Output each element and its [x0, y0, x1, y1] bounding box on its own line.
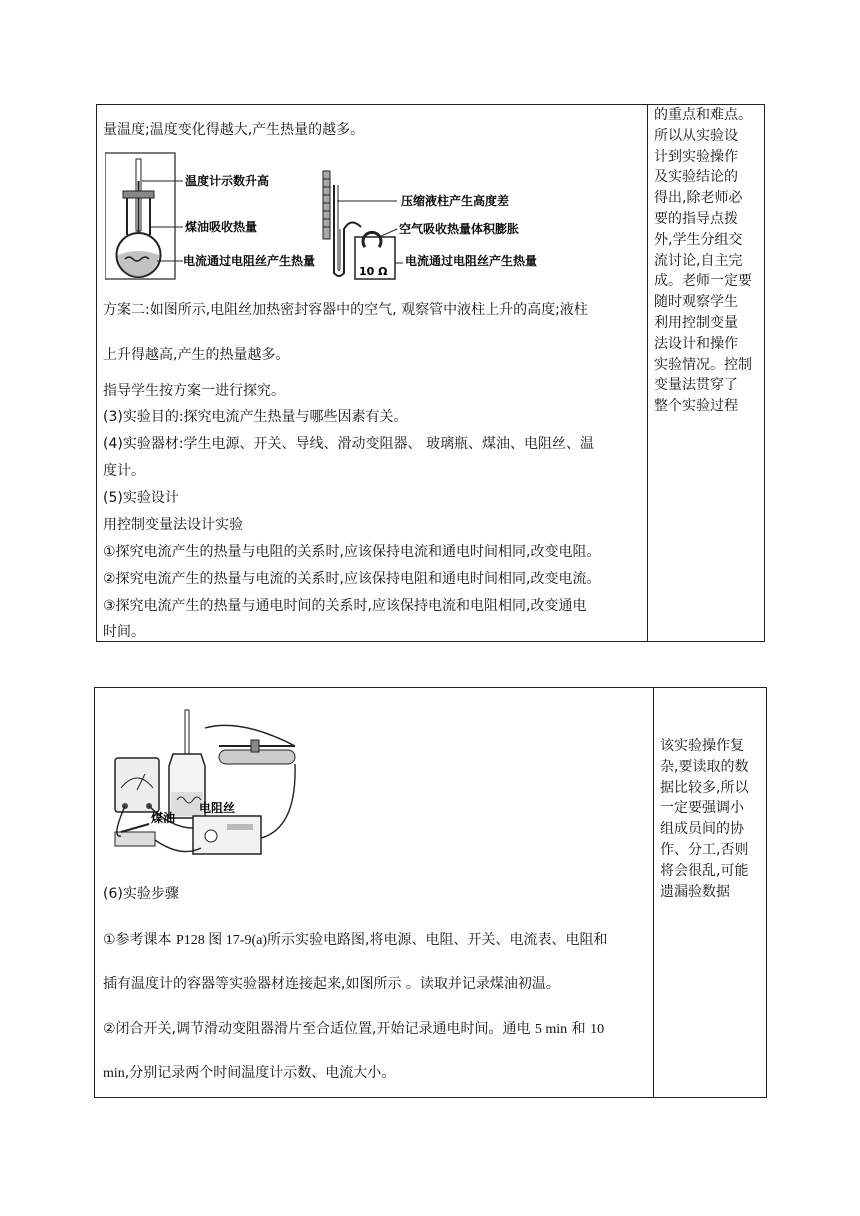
switch-icon [115, 832, 155, 846]
side-note-line: 实验情况。控制 [654, 356, 752, 373]
label-height: 压缩液柱产生高度差 [401, 194, 510, 208]
label-wire-left: 电流通过电阻丝产生热量 [183, 254, 316, 268]
side-note-line: 遗漏验数据 [660, 883, 730, 900]
side-note-line: 变量法贯穿了 [654, 377, 738, 394]
side-note-line: 随时观察学生 [654, 294, 738, 311]
label-resistor: 10 Ω [359, 265, 388, 278]
text-line: ①探究电流产生的热量与电阻的关系时,应该保持电流和通电时间相同,改变电阻。 [103, 544, 601, 560]
text-line: (4)实验器材:学生电源、开关、导线、滑动变阻器、 玻璃瓶、煤油、电阻丝、温 [103, 436, 594, 452]
step-2-cont [103, 1063, 395, 1084]
label-thermometer: 温度计示数升高 [185, 174, 270, 188]
step-value: min [103, 1066, 125, 1081]
text-line: 用控制变量法设计实验 [103, 517, 243, 533]
side-note-line: 所以从实验设 [654, 127, 738, 144]
content-table-2 [94, 687, 767, 1098]
side-note-line: 外,学生分组交 [654, 231, 743, 248]
ammeter-icon [115, 758, 159, 812]
side-note-line: 利用控制变量 [654, 314, 738, 331]
side-note-line: 据比较多,所以 [660, 779, 749, 796]
step-text: 所示实验电路图,将电源、电阻、开关、电流表、电阻和 [267, 932, 608, 948]
step-value: 10 [590, 1022, 605, 1037]
side-note-line: 组成员间的协 [660, 821, 744, 838]
text-line: ③探究电流产生的热量与通电时间的关系时,应该保持电流和电阻相同,改变通电 [103, 598, 587, 614]
step-2 [103, 1019, 604, 1040]
figure-apparatus [101, 708, 311, 868]
side-note [654, 105, 764, 417]
content-table-1 [96, 104, 765, 642]
side-note [660, 736, 764, 902]
side-note-line: 计到实验操作 [654, 148, 738, 165]
text-line: 时间。 [103, 624, 145, 640]
text-line: ②探究电流产生的热量与电流的关系时,应该保持电阻和通电时间相同,改变电流。 [103, 571, 601, 587]
steps-title: (6)实验步骤 [103, 886, 179, 902]
side-note-line: 法设计和操作 [654, 335, 738, 352]
text-line: 上升得越高,产生的热量越多。 [103, 347, 290, 363]
side-note-line: 整个实验过程 [654, 398, 738, 415]
label-wire: 电阻丝 [199, 801, 236, 815]
scale-icon [323, 171, 330, 239]
side-note-line: 作、分工,否则 [660, 841, 749, 858]
text-line: (3)实验目的:探究电流产生热量与哪些因素有关。 [103, 409, 408, 425]
side-note-line: 成。老师一定要 [654, 273, 752, 290]
side-note-line: 该实验操作复 [660, 738, 744, 754]
label-kerosene: 煤油 [151, 811, 176, 825]
text-line: 量温度;温度变化得越大,产生热量的越多。 [103, 122, 365, 138]
step-ref: P128 图 17-9(a) [176, 933, 268, 948]
side-note-line: 及实验结论的 [654, 169, 738, 186]
side-note-line: 流讨论,自主完 [654, 252, 743, 269]
side-note-line: 得出,除老师必 [654, 190, 743, 207]
step-text: ,分别记录两个时间温度计示数、电流大小。 [124, 1065, 396, 1081]
text-line: 指导学生按方案一进行探究。 [103, 383, 285, 399]
side-note-line: 的重点和难点。 [654, 107, 752, 123]
step-text: 和 [567, 1021, 591, 1037]
label-wire-right: 电流通过电阻丝产生热量 [405, 254, 538, 268]
side-note-line: 杂,要读取的数 [660, 758, 749, 775]
step-1 [103, 930, 607, 951]
figure-heating-experiments [105, 151, 565, 283]
column-divider [653, 688, 654, 1097]
step-text: ②闭合开关,调节滑动变阻器滑片至合适位置,开始记录通电时间。通电 [103, 1021, 535, 1037]
label-kerosene: 煤油吸收热量 [185, 220, 258, 234]
thermometer-icon [185, 710, 189, 756]
text-line: 方案二:如图所示,电阻丝加热密封容器中的空气, 观察管中液柱上升的高度;液柱 [103, 302, 588, 318]
text-line: 度计。 [103, 463, 145, 479]
power-supply-icon [193, 816, 261, 854]
side-note-line: 将会很乱,可能 [660, 862, 749, 879]
label-air: 空气吸收热量体积膨胀 [399, 222, 520, 236]
step-value: 5 min [534, 1022, 568, 1037]
text-line: (5)实验设计 [103, 490, 179, 506]
side-note-line: 要的指导点拨 [654, 210, 738, 227]
step-1-cont: 插有温度计的容器等实验器材连接起来,如图所示 。读取并记录煤油初温。 [103, 976, 560, 992]
step-text: ①参考课本 [103, 932, 177, 948]
column-divider [647, 105, 648, 641]
side-note-line: 一定要强调小 [660, 800, 744, 817]
